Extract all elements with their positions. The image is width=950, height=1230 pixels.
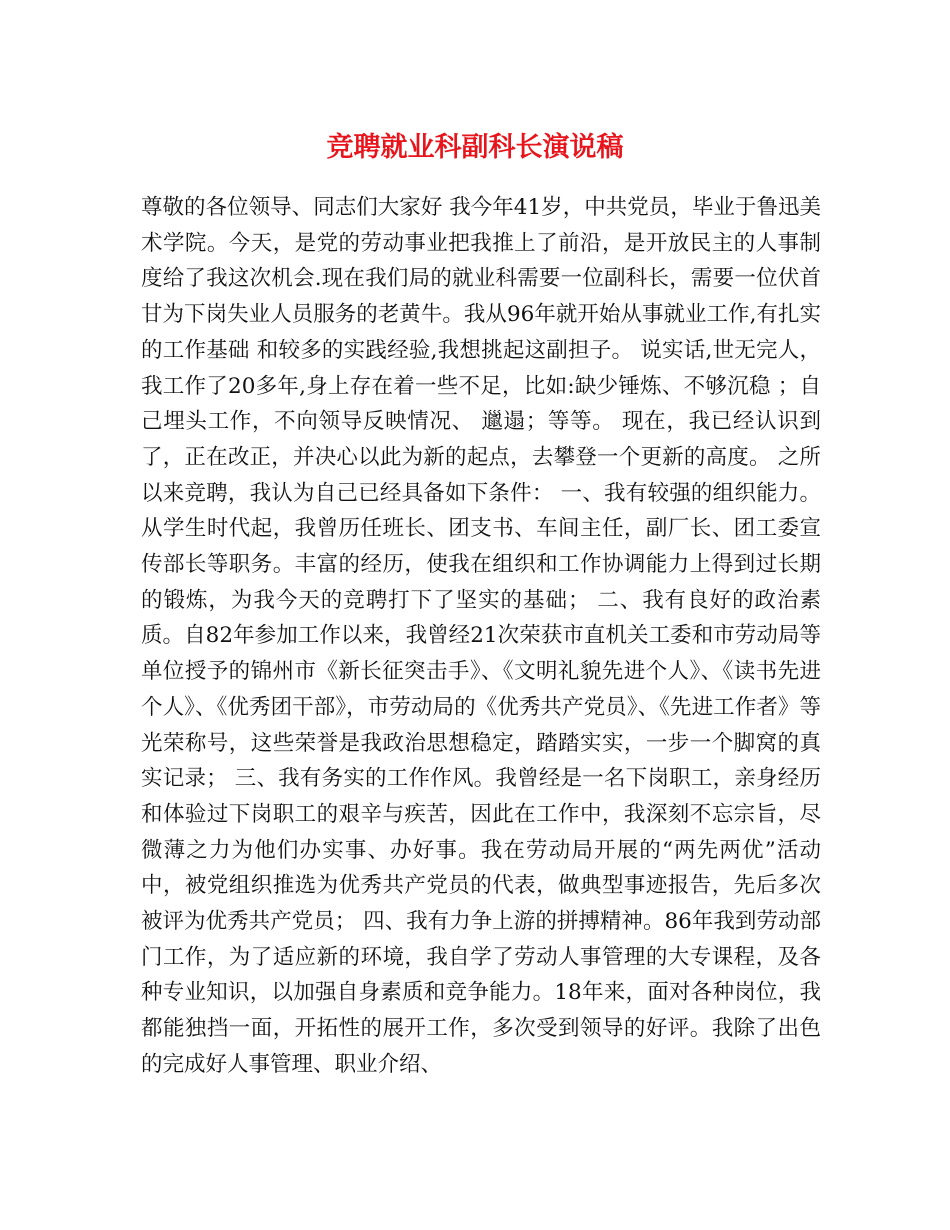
document-body: 尊敬的各位领导、同志们大家好 我今年41岁，中共党员，毕业于鲁迅美术学院。今天，是党的劳动事业把我推上了前沿，是开放民主的人事制度给了我这次机会.现在我们局的就业科需要一位副科长，需要一位伏首甘为下岗失业人员服务的老黄牛。我从96年就开始从事就业工作,有扎实的工作基础 和较多的实践经验,我想挑起这副担子。 说实话,世无完人，我工作了20多年,身上存在着一些不足，比如:缺少锤炼、不够沉稳 ；自己埋头工作，不向领导反映情况、 邋遢；等等。 现在，我已经认识到了，正在改正，并决心以此为新的起点，去攀登一个更新的高度。 之所以来竞聘，我认为自己已经具备如下条件： 一、我有较强的组织能力。从学生时代起，我曾历任班长、团支书、车间主任，副厂长、团工委宣传部长等职务。丰富的经历，使我在组织和工作协调能力上得到过长期的锻炼，为我今天的竞聘打下了坚实的基础； 二、我有良好的政治素质。自82年参加工作以来，我曾经21次荣获市直机关工委和市劳动局等单位授予的锦州市《新长征突击手》、《文明礼貌先进个人》、《读书先进个人》、《优秀团干部》，市劳动局的《优秀共产党员》、《先进工作者》等光荣称号，这些荣誉是我政治思想稳定，踏踏实实，一步一个脚窝的真实记录； 三、我有务实的工作作风。我曾经是一名下岗职工，亲身经历和体验过下岗职工的艰辛与疾苦，因此在工作中，我深刻不忘宗旨，尽微薄之力为他们办实事、办好事。我在劳动局开展的“两先两优”活动中，被党组织推选为优秀共产党员的代表，做典型事迹报告，先后多次被评为优秀共产党员； 四、我有力争上游的拼搏精神。86年我到劳动部门工作，为了适应新的环境，我自学了劳动人事管理的大专课程，及各种专业知识，以加强自身素质和竞争能力。18年来，面对各种岗位，我都能独挡一面，开拓性的展开工作，多次受到领导的好评。我除了出色的完成好人事管理、职业介绍、 <box>141 195 821 1077</box>
document-title: 竞聘就业科副科长演说稿 <box>326 132 624 163</box>
